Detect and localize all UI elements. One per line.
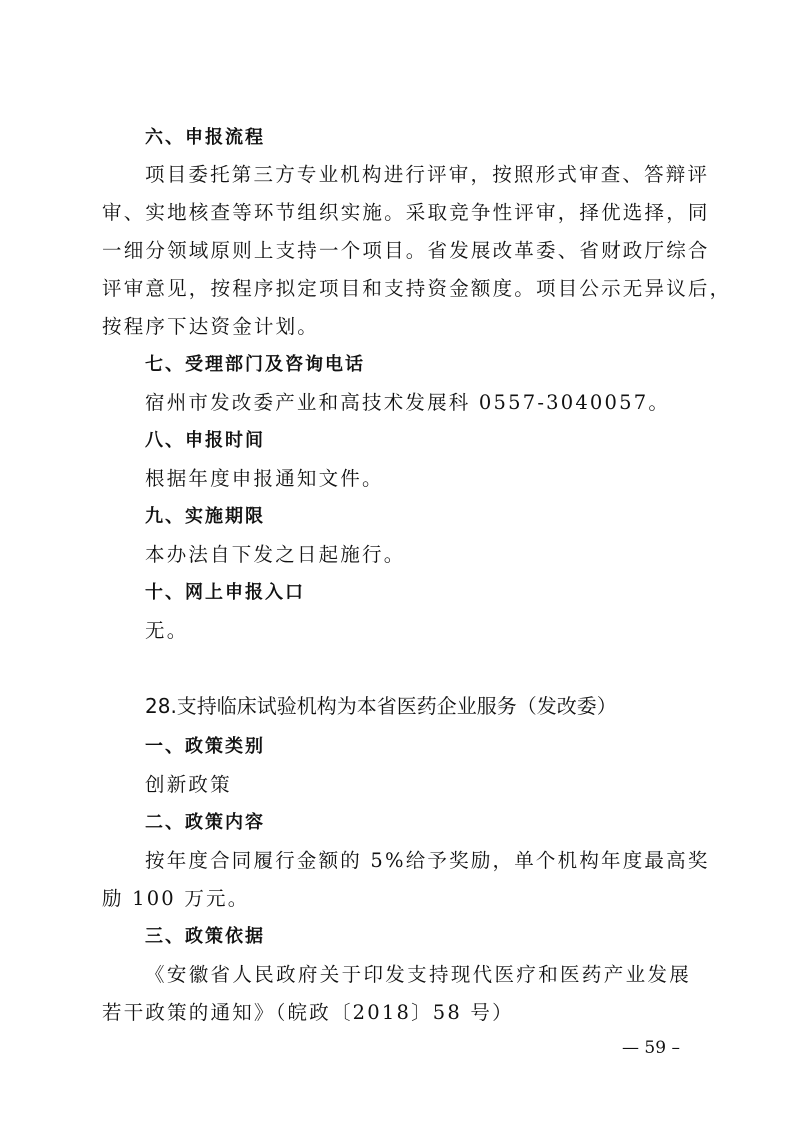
implementation-period-text: 本办法自下发之日起施行。 [145,543,406,566]
paragraph-line: 按程序下达资金计划。 [102,315,320,338]
section-heading-policy-category: 一、政策类别 [145,736,265,757]
item-title: 28.支持临床试验机构为本省医药企业服务（发改委） [145,694,617,718]
paragraph-line: 若干政策的通知》（皖政〔2018〕58 号） [102,1001,514,1024]
paragraph-line: 一细分领域原则上支持一个项目。省发展改革委、省财政厅综合 [102,239,710,262]
paragraph-line: 励 100 万元。 [102,887,250,910]
section-heading-policy-basis: 三、政策依据 [145,926,265,947]
section-heading-implementation-period: 九、实施期限 [145,506,265,527]
paragraph-line: 审、实地核查等环节组织实施。采取竞争性评审，择优选择，同 [102,201,710,224]
section-heading-contact: 七、受理部门及咨询电话 [145,354,365,375]
application-time-text: 根据年度申报通知文件。 [145,467,384,490]
page-number: — 59 – [622,1038,680,1058]
paragraph-line: 按年度合同履行金额的 5%给予奖励，单个机构年度最高奖 [145,849,710,872]
section-heading-application-time: 八、申报时间 [145,430,265,451]
paragraph-line: 项目委托第三方专业机构进行评审，按照形式审查、答辩评 [145,163,710,186]
paragraph-line: 评审意见，按程序拟定项目和支持资金额度。项目公示无异议后， [102,277,732,300]
contact-text: 宿州市发改委产业和高技术发展科 0557-3040057。 [145,391,671,414]
section-heading-policy-content: 二、政策内容 [145,812,265,833]
paragraph-line: 《安徽省人民政府关于印发支持现代医疗和医药产业发展 [145,963,691,986]
section-heading-online-entry: 十、网上申报入口 [145,582,305,603]
section-heading-application-process: 六、申报流程 [145,127,265,148]
policy-category-text: 创新政策 [145,773,232,796]
online-entry-text: 无。 [145,619,189,642]
